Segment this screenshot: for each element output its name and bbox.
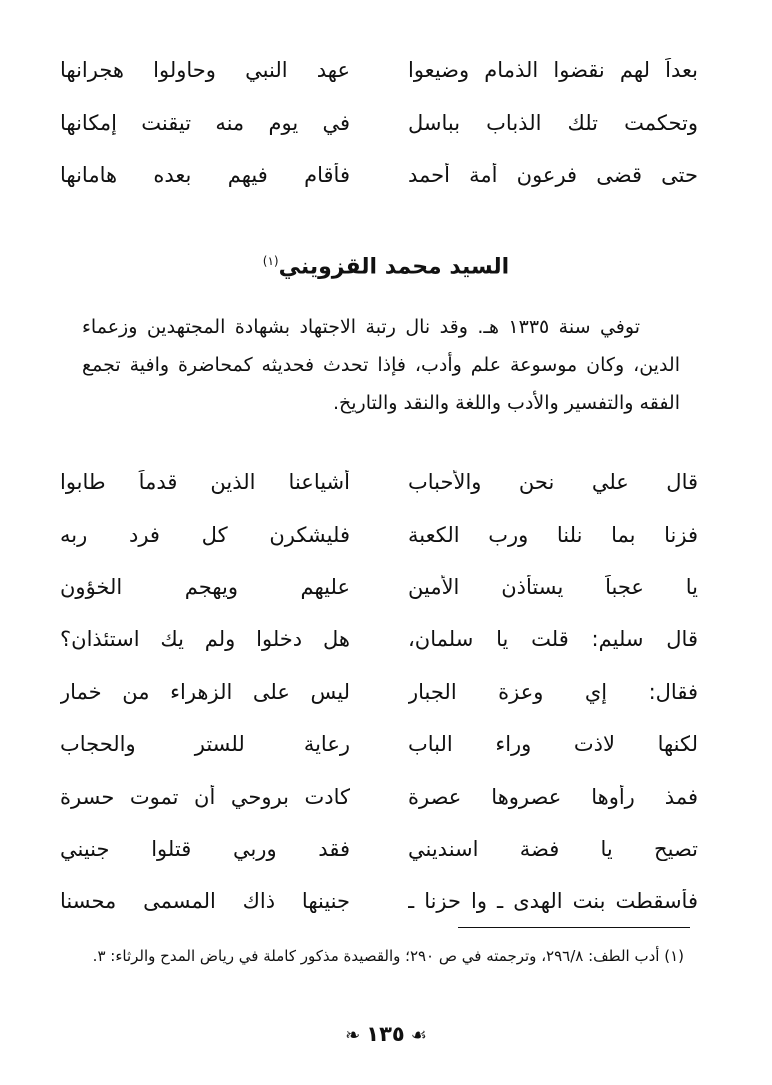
verse-row: [60, 875, 710, 927]
verse-first-hemistich: بعداً لهم نقضوا الذمام وضيعوا: [408, 58, 698, 83]
main-verses: [60, 456, 710, 928]
verse-second-hemistich: فليشكرن كل فرد ربه: [60, 522, 350, 547]
verse-first-hemistich: لكنها لاذت وراء الباب: [408, 732, 698, 757]
verse-second-hemistich: عهد النبي وحاولوا هجرانها: [60, 58, 350, 83]
section-heading: [0, 254, 772, 279]
verse-row: [60, 508, 710, 560]
verse-first-hemistich: فمذ رأوها عصروها عصرة: [408, 784, 698, 809]
verse-first-hemistich: فقال: إي وعزة الجبار: [408, 679, 698, 704]
verse-second-hemistich: أشياعنا الذين قدماً طابوا: [60, 470, 350, 495]
verse-first-hemistich: قال سليم: قلت يا سلمان،: [408, 627, 698, 652]
verse-row: [60, 456, 710, 508]
verse-row: [60, 561, 710, 613]
verse-second-hemistich: عليهم ويهجم الخؤون: [60, 574, 350, 599]
ornament-icon: ❧: [345, 1025, 361, 1046]
footnote-reference: (١): [262, 254, 279, 268]
verse-second-hemistich: رعاية للستر والحجاب: [60, 732, 350, 757]
verse-first-hemistich: فأسقطت بنت الهدى ـ وا حزنا ـ: [408, 889, 698, 914]
top-verses: [60, 44, 710, 201]
verse-first-hemistich: قال علي نحن والأحباب: [408, 470, 698, 495]
verse-second-hemistich: فقد وربي قتلوا جنيني: [60, 836, 350, 861]
verse-second-hemistich: ليس على الزهراء من خمار: [60, 679, 350, 704]
poet-name: السيد محمد القزويني: [278, 254, 510, 280]
verse-first-hemistich: حتى قضى فرعون أمة أحمد: [408, 162, 698, 187]
verse-second-hemistich: كادت بروحي أن تموت حسرة: [60, 784, 350, 809]
verse-row: [60, 96, 710, 148]
verse-row: [60, 718, 710, 770]
verse-row: [60, 666, 710, 718]
biography-paragraph: توفي سنة ١٣٣٥ هـ. وقد نال رتبة الاجتهاد بشهادة المجتهدين وزعماء الدين، وكان موسوعة علم وأدب، فإذا تحدث فحديثه كمحاضرة وافية تجمع الفقه والتفسير والأدب واللغة والنقد والتاريخ.: [82, 316, 680, 414]
verse-row: [60, 613, 710, 665]
verse-row: [60, 149, 710, 201]
footnote-divider: [458, 927, 690, 928]
page-number: [0, 1022, 772, 1046]
verse-first-hemistich: تصيح يا فضة اسنديني: [408, 836, 698, 861]
verse-second-hemistich: هل دخلوا ولم يك استئذان؟: [60, 627, 350, 652]
verse-second-hemistich: فأقام فيهم بعده هامانها: [60, 162, 350, 187]
verse-row: [60, 44, 710, 96]
verse-first-hemistich: فزنا بما نلنا ورب الكعبة: [408, 522, 698, 547]
verse-first-hemistich: وتحكمت تلك الذباب بباسل: [408, 110, 698, 135]
verse-row: [60, 770, 710, 822]
footnote-text: (١) أدب الطف: ٢٩٦/٨، وترجمته في ص ٢٩٠؛ والقصيدة مذكور كاملة في رياض المدح والرثاء: ٣.: [92, 947, 684, 965]
verse-second-hemistich: جنينها ذاك المسمى محسنا: [60, 889, 350, 914]
verse-second-hemistich: في يوم منه تيقنت إمكانها: [60, 110, 350, 135]
page-number-value: ١٣٥: [366, 1022, 405, 1046]
ornament-icon: ☙: [410, 1025, 427, 1046]
verse-row: [60, 823, 710, 875]
verse-first-hemistich: يا عجباً يستأذن الأمين: [408, 574, 698, 599]
